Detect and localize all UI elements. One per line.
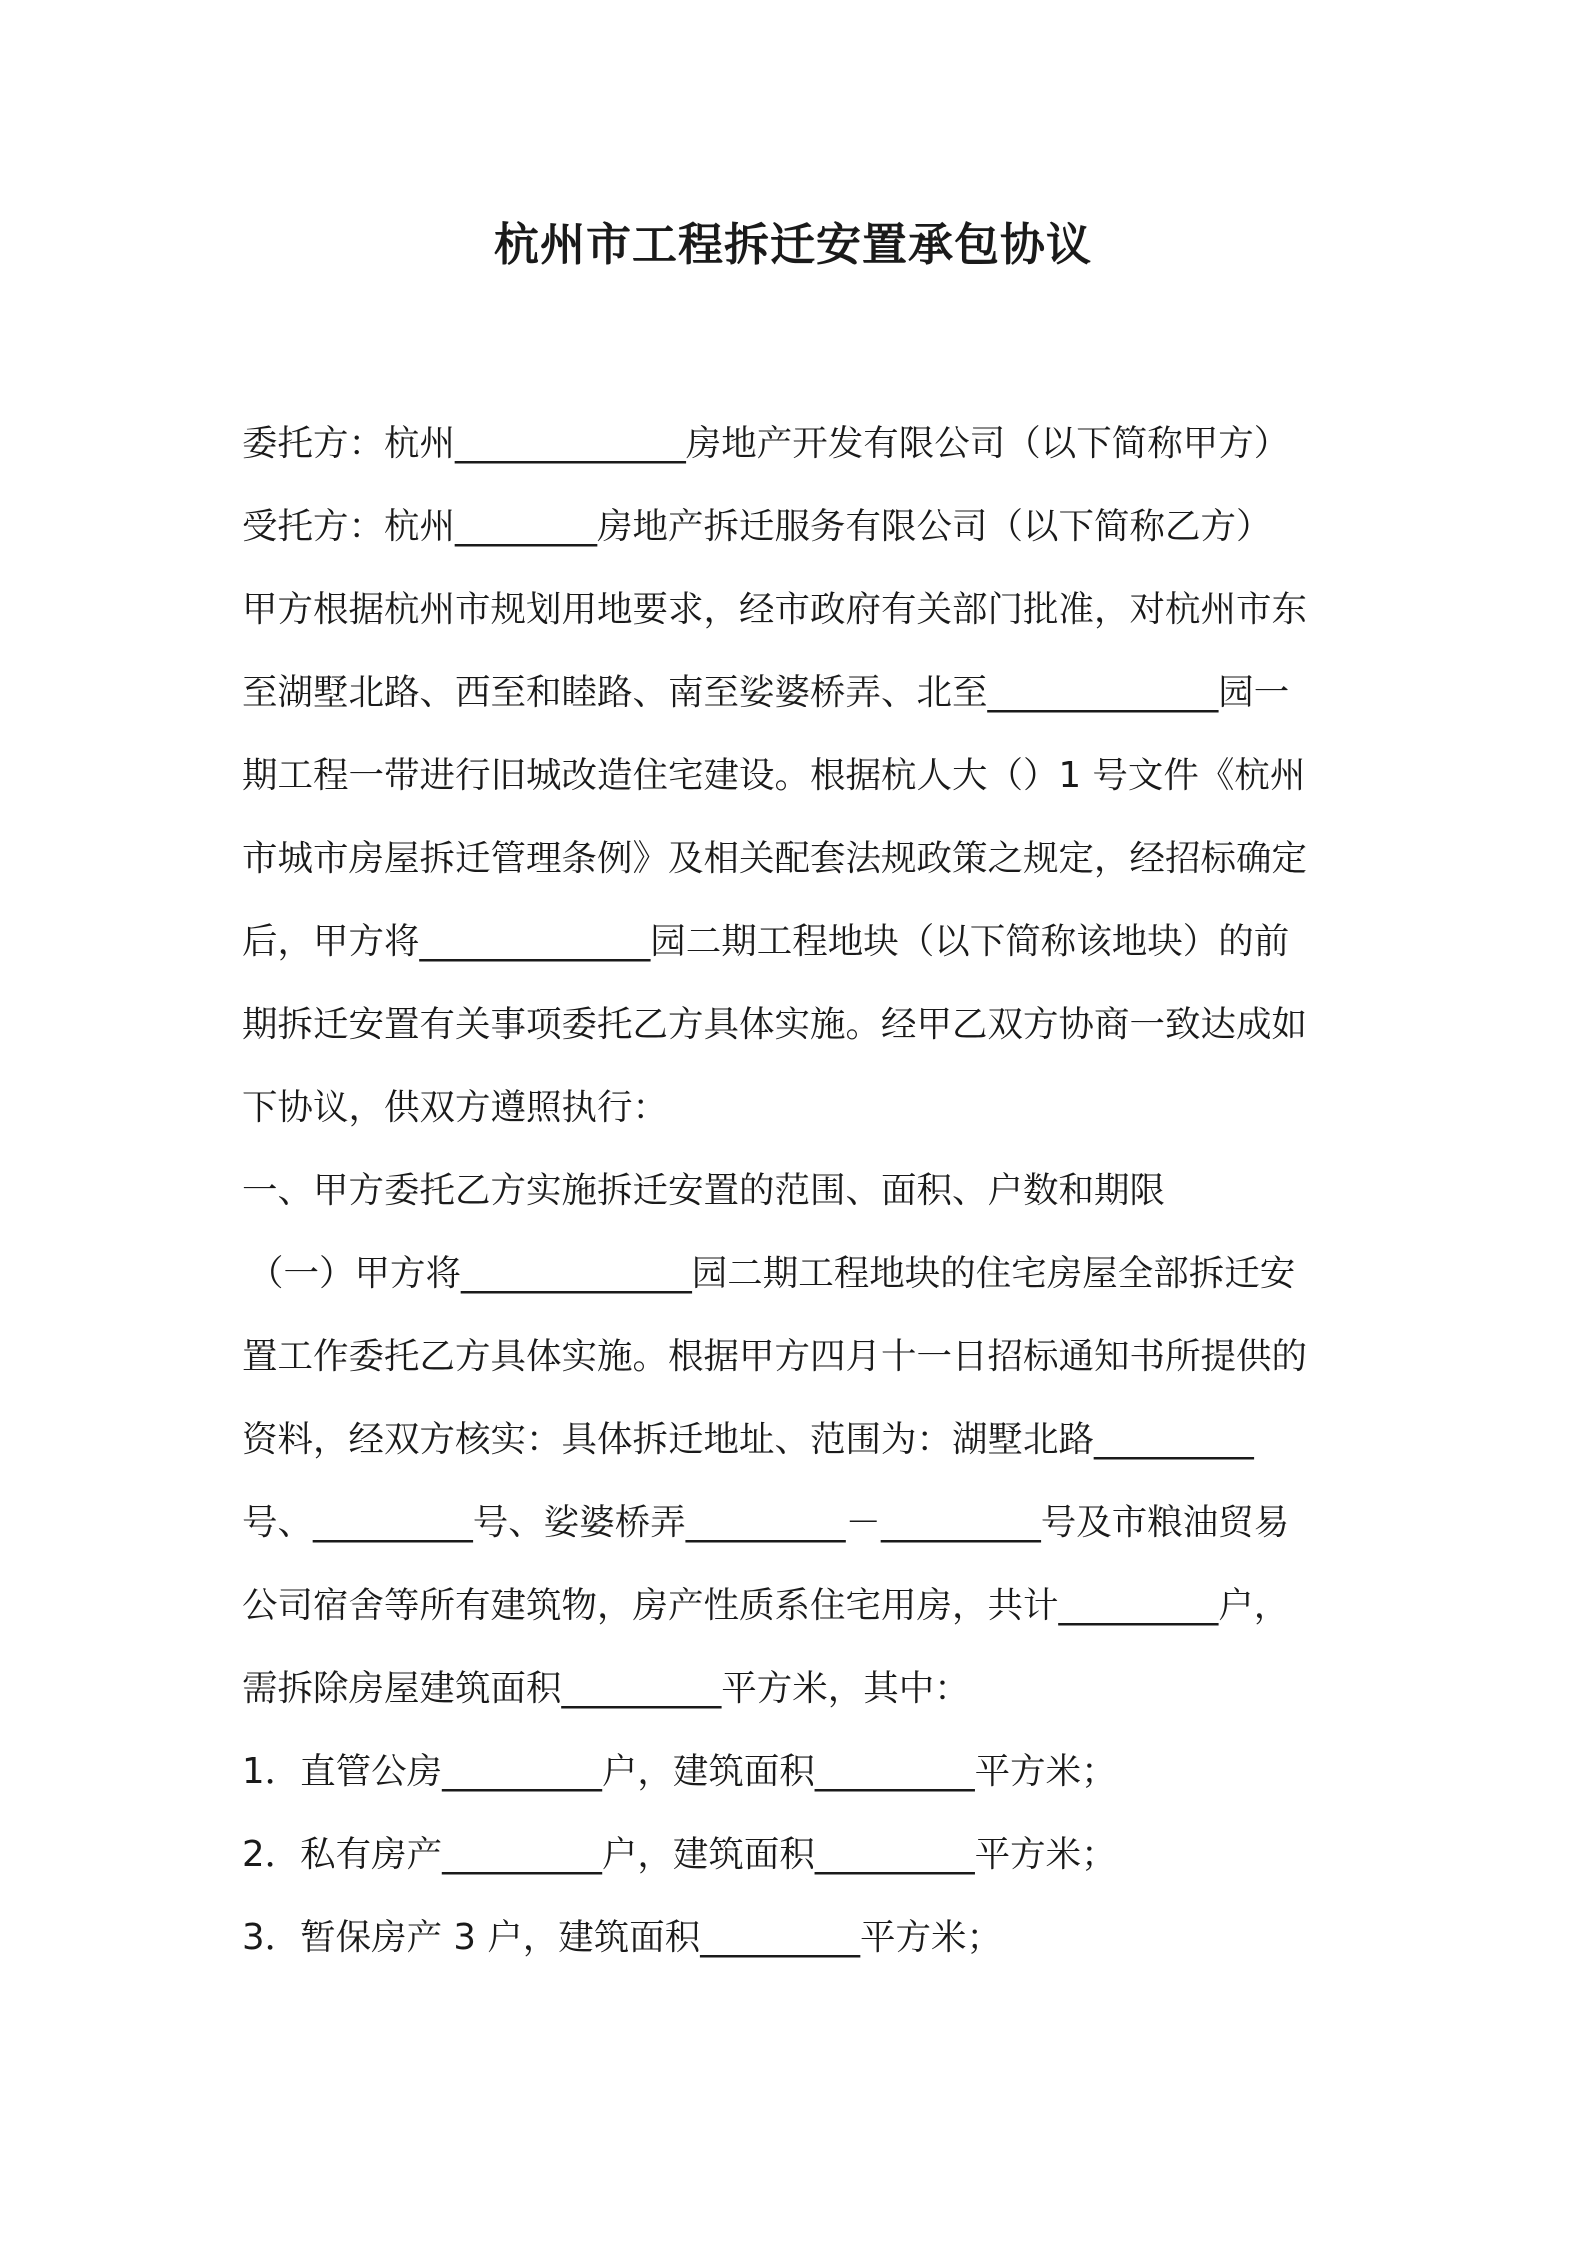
- list-item: 1．直管公房_________户，建筑面积_________平方米；: [242, 1751, 1117, 1792]
- paragraph-line: 资料，经双方核实：具体拆迁地址、范围为：湖墅北路_________: [242, 1419, 1254, 1460]
- paragraph-line: 后，甲方将_____________园二期工程地块（以下简称该地块）的前: [242, 921, 1290, 962]
- paragraph-line: 期工程一带进行旧城改造住宅建设。根据杭人大（）1 号文件《杭州: [242, 755, 1306, 796]
- paragraph-line: 甲方根据杭州市规划用地要求，经市政府有关部门批准，对杭州市东: [242, 589, 1308, 630]
- paragraph-line: 号、_________号、娑婆桥弄_________－_________号及市粮油贸易: [242, 1502, 1290, 1543]
- paragraph-line: 公司宿舍等所有建筑物，房产性质系住宅用房，共计_________户，: [242, 1585, 1290, 1626]
- subsection-line: （一）甲方将_____________园二期工程地块的住宅房屋全部拆迁安: [248, 1253, 1296, 1294]
- paragraph-line: 需拆除房屋建筑面积_________平方米，其中：: [242, 1668, 970, 1709]
- paragraph-line: 置工作委托乙方具体实施。根据甲方四月十一日招标通知书所提供的: [242, 1336, 1308, 1377]
- paragraph-line: 市城市房屋拆迁管理条例》及相关配套法规政策之规定，经招标确定: [242, 838, 1308, 879]
- list-item: 3．暂保房产 3 户，建筑面积_________平方米；: [242, 1917, 1002, 1958]
- paragraph-line: 期拆迁安置有关事项委托乙方具体实施。经甲乙双方协商一致达成如: [242, 1004, 1308, 1045]
- document-title: 杭州市工程拆迁安置承包协议: [493, 218, 1092, 271]
- list-item: 2．私有房产_________户，建筑面积_________平方米；: [242, 1834, 1117, 1875]
- paragraph-line: 下协议，供双方遵照执行：: [242, 1087, 669, 1128]
- section-heading: 一、甲方委托乙方实施拆迁安置的范围、面积、户数和期限: [242, 1170, 1166, 1211]
- clause-line-entrusting-party: 委托方：杭州_____________房地产开发有限公司（以下简称甲方）: [242, 423, 1290, 464]
- clause-line-entrusted-party: 受托方：杭州________房地产拆迁服务有限公司（以下简称乙方）: [242, 506, 1272, 547]
- paragraph-line: 至湖墅北路、西至和睦路、南至娑婆桥弄、北至_____________园一: [242, 672, 1290, 713]
- document-body: [242, 402, 1362, 1979]
